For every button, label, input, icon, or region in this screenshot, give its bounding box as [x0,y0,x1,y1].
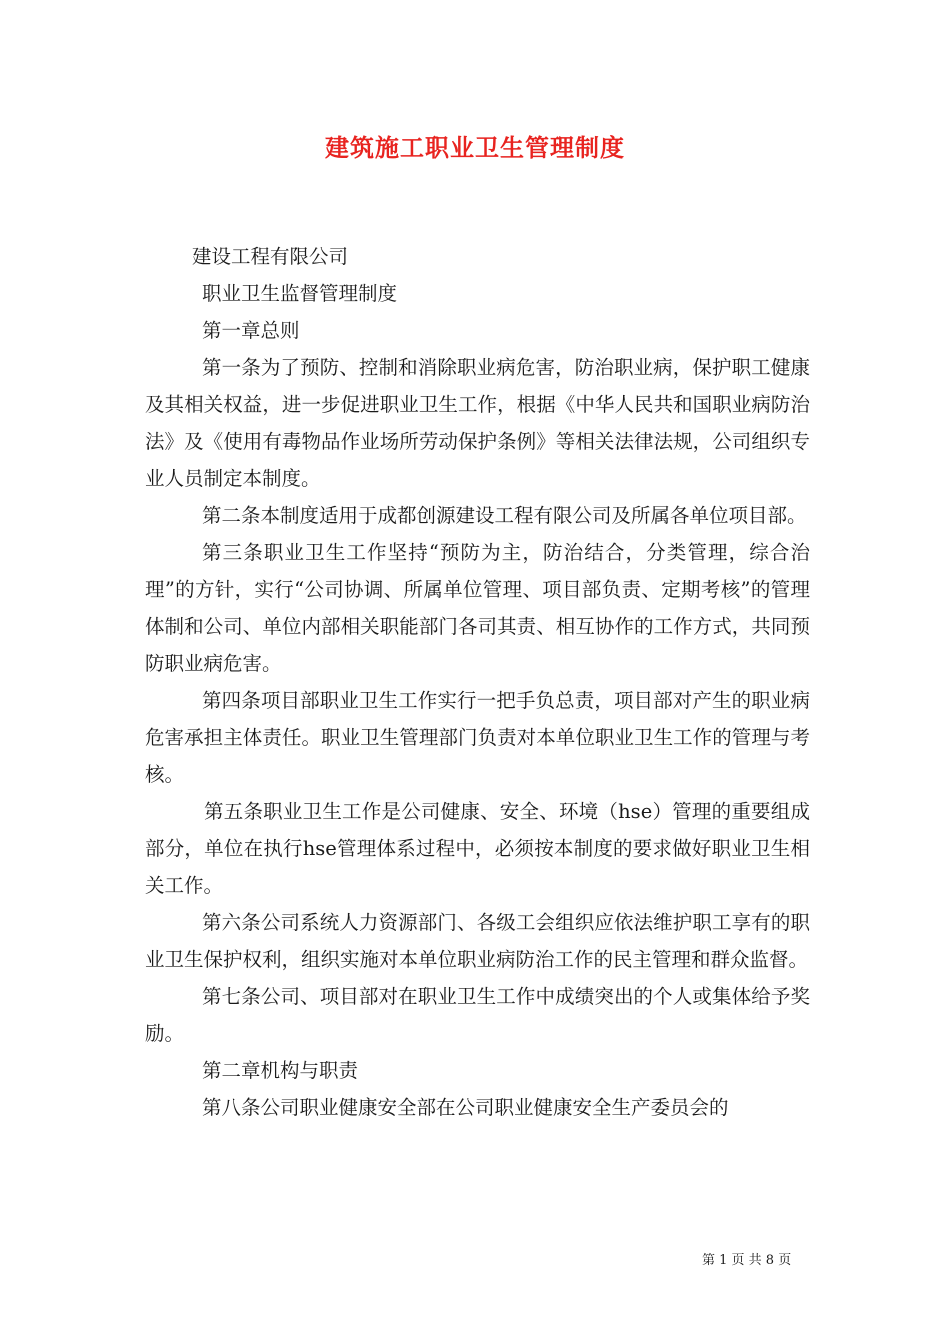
document-title: 建筑施工职业卫生管理制度 [325,134,625,162]
chapter-heading: 第一章总则 [202,319,300,342]
article-paragraph: 第五条职业卫生工作是公司健康、安全、环境（hse）管理的重要组成部分，单位在执行hse管理体系过程中，必须按本制度的要求做好职业卫生相关工作。 [145,800,810,897]
section-heading: 职业卫生监督管理制度 [202,282,398,305]
chapter-heading: 第二章机构与职责 [202,1059,359,1082]
document-body [145,238,810,1126]
article-paragraph: 第六条公司系统人力资源部门、各级工会组织应依法维护职工享有的职业卫生保护权利，组织实施对本单位职业病防治工作的民主管理和群众监督。 [145,911,810,971]
article-paragraph: 第一条为了预防、控制和消除职业病危害，防治职业病，保护职工健康及其相关权益，进一步促进职业卫生工作，根据《中华人民共和国职业病防治法》及《使用有毒物品作业场所劳动保护条例》等相关法律法规，公司组织专业人员制定本制度。 [145,356,810,490]
article-paragraph: 第四条项目部职业卫生工作实行一把手负总责，项目部对产生的职业病危害承担主体责任。职业卫生管理部门负责对本单位职业卫生工作的管理与考核。 [145,689,810,786]
article-paragraph: 第七条公司、项目部对在职业卫生工作中成绩突出的个人或集体给予奖励。 [145,985,810,1045]
article-paragraph: 第二条本制度适用于成都创源建设工程有限公司及所属各单位项目部。 [202,504,807,527]
company-name: 建设工程有限公司 [192,245,349,268]
article-paragraph: 第三条职业卫生工作坚持“预防为主，防治结合，分类管理，综合治理”的方针，实行“公司协调、所属单位管理、项目部负责、定期考核”的管理体制和公司、单位内部相关职能部门各司其责、相互协作的工作方式，共同预防职业病危害。 [145,541,810,675]
page-number: 第 1 页 共 8 页 [702,1253,792,1268]
article-paragraph: 第八条公司职业健康安全部在公司职业健康安全生产委员会的 [202,1096,729,1119]
